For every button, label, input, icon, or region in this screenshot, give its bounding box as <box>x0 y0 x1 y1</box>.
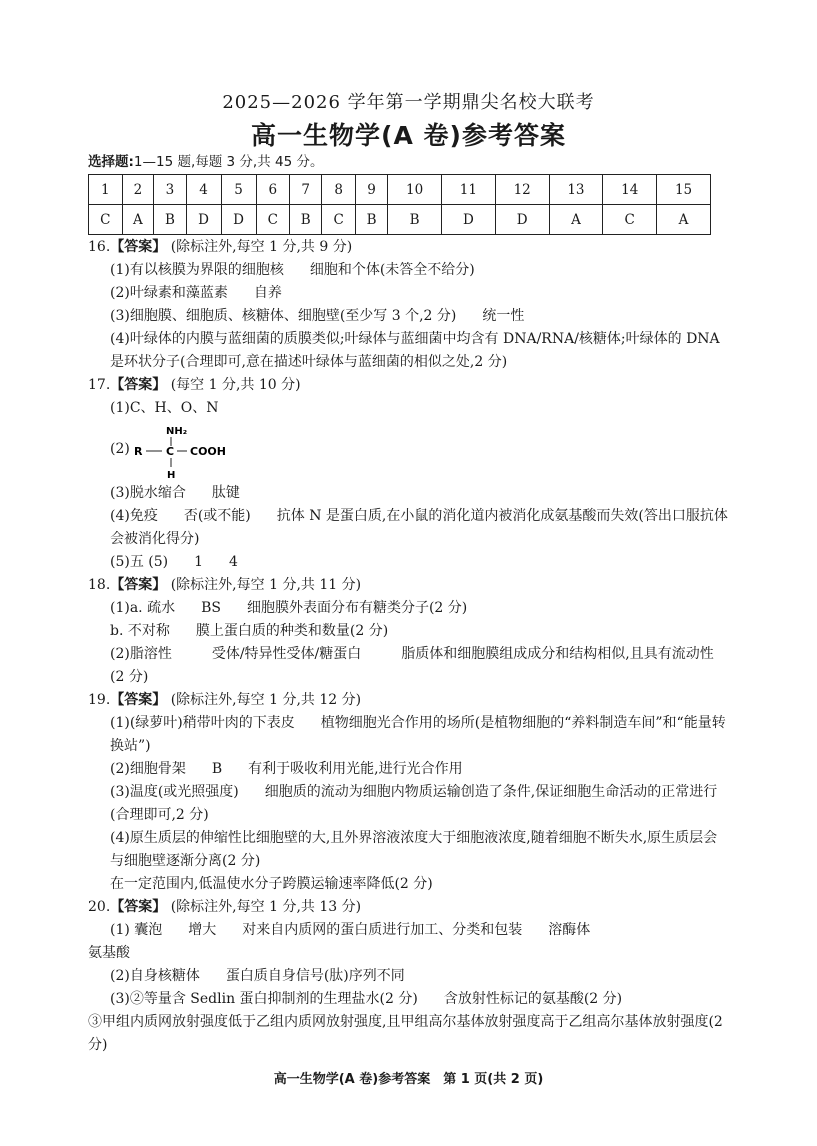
exam-title: 2025—2026 学年第一学期鼎尖名校大联考 <box>222 92 595 113</box>
mc-answer: B <box>388 205 442 235</box>
answer-text: (1)C、H、O、N <box>110 400 219 416</box>
answer-text: (5)五 (5) <box>110 554 169 570</box>
answer-text: (2)脂溶性 <box>110 646 172 662</box>
mc-answer: C <box>603 205 657 235</box>
answer-text: 细胞和个体(未答全不给分) <box>309 262 475 278</box>
mc-answer-table <box>88 174 711 235</box>
answer-text: 细胞膜外表面分布有糖类分子(2 分) <box>246 600 468 616</box>
q20-tag: 【答案】 <box>110 899 167 915</box>
page-title: 高一生物学(A 卷)参考答案 <box>251 121 566 150</box>
mc-number: 8 <box>322 175 356 205</box>
answer-text: 增大 <box>188 922 217 938</box>
answer-text: 植物细胞光合作用的场所(是植物细胞的“养料制造车间”和“能量转换站”) <box>110 715 726 754</box>
mc-answer: D <box>186 205 221 235</box>
answer-text: (2) <box>110 441 130 457</box>
formula-nh2: NH₂ <box>166 426 188 437</box>
mc-number-row <box>89 175 711 205</box>
mc-answer: C <box>256 205 290 235</box>
q16-line-4 <box>88 328 728 374</box>
mc-answer-row <box>89 205 711 235</box>
answer-text: (1)a. 疏水 <box>110 600 176 616</box>
answer-text: 在一定范围内,低温使水分子跨膜运输速率降低(2 分) <box>110 876 433 892</box>
q20-header <box>88 896 728 919</box>
mc-label: 选择题: <box>88 154 134 170</box>
mc-number: 10 <box>388 175 442 205</box>
q17-tag: 【答案】 <box>110 377 167 393</box>
q16-line-1 <box>88 259 728 282</box>
q18-line-2 <box>88 620 728 643</box>
q16-header <box>88 236 728 259</box>
answer-text: (3)②等量含 Sedlin 蛋白抑制剂的生理盐水(2 分) <box>110 991 418 1007</box>
mc-answer: D <box>441 205 495 235</box>
answer-text: 氨基酸 <box>88 945 130 961</box>
mc-number: 11 <box>441 175 495 205</box>
answer-text: (4)免疫 <box>110 508 158 524</box>
q17-line-1 <box>88 397 728 420</box>
q17-header <box>88 374 728 397</box>
answer-text: 自养 <box>253 285 282 301</box>
q17-line-3 <box>88 482 728 505</box>
q18-header <box>88 574 728 597</box>
mc-desc: 1—15 题,每题 3 分,共 45 分。 <box>133 154 324 170</box>
q20-line-4 <box>88 1011 728 1057</box>
formula-cooh: COOH <box>190 445 226 458</box>
mc-answer: C <box>89 205 123 235</box>
mc-answer: D <box>495 205 549 235</box>
mc-answer: A <box>549 205 603 235</box>
answer-text: (2)细胞骨架 <box>110 761 186 777</box>
mc-number: 5 <box>221 175 256 205</box>
mc-number: 15 <box>657 175 711 205</box>
answer-text: (4)原生质层的伸缩性比细胞壁的大,且外界溶液浓度大于细胞液浓度,随着细胞不断失水,原生质层会与细胞壁逐渐分离(2 分) <box>110 830 718 869</box>
mc-number: 12 <box>495 175 549 205</box>
q16-tag: 【答案】 <box>110 239 167 255</box>
formula-h: H <box>167 470 176 481</box>
answer-text: 否(或不能) <box>183 508 251 524</box>
formula-r: R <box>134 445 143 458</box>
mc-answer: D <box>221 205 256 235</box>
mc-answer: A <box>657 205 711 235</box>
answer-text: ③甲组内质网放射强度低于乙组内质网放射强度,且甲组高尔基体放射强度高于乙组高尔基体放射强度(2 分) <box>88 1014 723 1053</box>
q19-note: (除标注外,每空 1 分,共 12 分) <box>170 692 362 708</box>
mc-answer: A <box>122 205 154 235</box>
q18-line-3 <box>88 643 728 689</box>
mc-number: 6 <box>256 175 290 205</box>
q19-tag: 【答案】 <box>110 692 167 708</box>
q18-line-1 <box>88 597 728 620</box>
q19-line-1 <box>88 712 728 758</box>
q20-line-3 <box>88 988 728 1011</box>
answer-text: (3)温度(或光照强度) <box>110 784 239 800</box>
q18-tag: 【答案】 <box>110 577 167 593</box>
answer-text: (3)细胞膜、细胞质、核糖体、细胞壁(至少写 3 个,2 分) <box>110 308 457 324</box>
q17-number: 17. <box>88 377 111 393</box>
answer-text: 肽键 <box>211 485 240 501</box>
q18-note: (除标注外,每空 1 分,共 11 分) <box>170 577 362 593</box>
mc-number: 2 <box>122 175 154 205</box>
answer-text: b. 不对称 <box>110 623 170 639</box>
amino-acid-formula <box>132 420 252 482</box>
page-footer: 高一生物学(A 卷)参考答案 第 1 页(共 2 页) <box>273 1072 544 1087</box>
answer-text: (2)自身核糖体 <box>110 968 200 984</box>
answer-text: (1)有以核膜为界限的细胞核 <box>110 262 284 278</box>
answer-text: 膜上蛋白质的种类和数量(2 分) <box>195 623 389 639</box>
answer-text: 1 <box>194 554 204 570</box>
q18-number: 18. <box>88 577 111 593</box>
q16-note: (除标注外,每空 1 分,共 9 分) <box>170 239 353 255</box>
q20-line-1b <box>88 942 728 965</box>
q17-note: (每空 1 分,共 10 分) <box>170 377 301 393</box>
q19-line-2 <box>88 758 728 781</box>
mc-number: 1 <box>89 175 123 205</box>
answer-text: (1)(绿萝叶)稍带叶肉的下表皮 <box>110 715 295 731</box>
q19-number: 19. <box>88 692 111 708</box>
answer-text: 受体/特异性受体/糖蛋白 <box>211 646 362 662</box>
answer-text: 统一性 <box>482 308 525 324</box>
q17-line-2 <box>88 420 728 482</box>
answer-text: (2)叶绿素和藻蓝素 <box>110 285 228 301</box>
mc-answer: B <box>290 205 322 235</box>
mc-answer: C <box>322 205 356 235</box>
mc-answer: B <box>355 205 387 235</box>
mc-answer: B <box>154 205 186 235</box>
q19-line-4 <box>88 827 728 873</box>
q20-number: 20. <box>88 899 111 915</box>
mc-intro <box>88 150 323 170</box>
answer-text: 蛋白质自身信号(肽)序列不同 <box>225 968 405 984</box>
answer-text: 有利于吸收利用光能,进行光合作用 <box>248 761 463 777</box>
answer-text: (4)叶绿体的内膜与蓝细菌的质膜类似;叶绿体与蓝细菌中均含有 DNA/RNA/核糖体;叶绿体的 DNA 是环状分子(合理即可,意在描述叶绿体与蓝细菌的相似之处,2 分) <box>110 331 720 370</box>
q16-line-2 <box>88 282 728 305</box>
mc-number: 9 <box>355 175 387 205</box>
answer-text: 溶酶体 <box>548 922 591 938</box>
q19-line-5 <box>88 873 728 896</box>
answer-text: 抗体 N 是蛋白质,在小鼠的消化道内被消化成氨基酸而失效(答出口服抗体会被消化得分) <box>110 508 728 547</box>
answer-text: BS <box>201 600 221 616</box>
q17-line-5 <box>88 551 728 574</box>
formula-c: C <box>166 445 175 458</box>
mc-number: 3 <box>154 175 186 205</box>
answer-text: 对来自内质网的蛋白质进行加工、分类和包装 <box>242 922 523 938</box>
answer-text: 脂质体和细胞膜组成成分和结构相似,且具有流动性(2 分) <box>110 646 714 685</box>
q16-line-3 <box>88 305 728 328</box>
answer-content <box>88 236 728 1057</box>
q20-line-1 <box>88 919 728 942</box>
answer-text: (3)脱水缩合 <box>110 485 186 501</box>
answer-text: (1) 囊泡 <box>110 922 163 938</box>
q19-header <box>88 689 728 712</box>
answer-text: 4 <box>229 554 238 570</box>
q19-line-3 <box>88 781 728 827</box>
q17-line-4 <box>88 505 728 551</box>
q16-number: 16. <box>88 239 111 255</box>
answer-text: 细胞质的流动为细胞内物质运输创造了条件,保证细胞生命活动的正常进行(合理即可,2 分) <box>110 784 718 823</box>
q20-note: (除标注外,每空 1 分,共 13 分) <box>170 899 362 915</box>
mc-number: 4 <box>186 175 221 205</box>
q20-line-2 <box>88 965 728 988</box>
mc-number: 14 <box>603 175 657 205</box>
mc-number: 13 <box>549 175 603 205</box>
answer-text: 含放射性标记的氨基酸(2 分) <box>443 991 623 1007</box>
answer-text: B <box>211 761 223 777</box>
mc-number: 7 <box>290 175 322 205</box>
